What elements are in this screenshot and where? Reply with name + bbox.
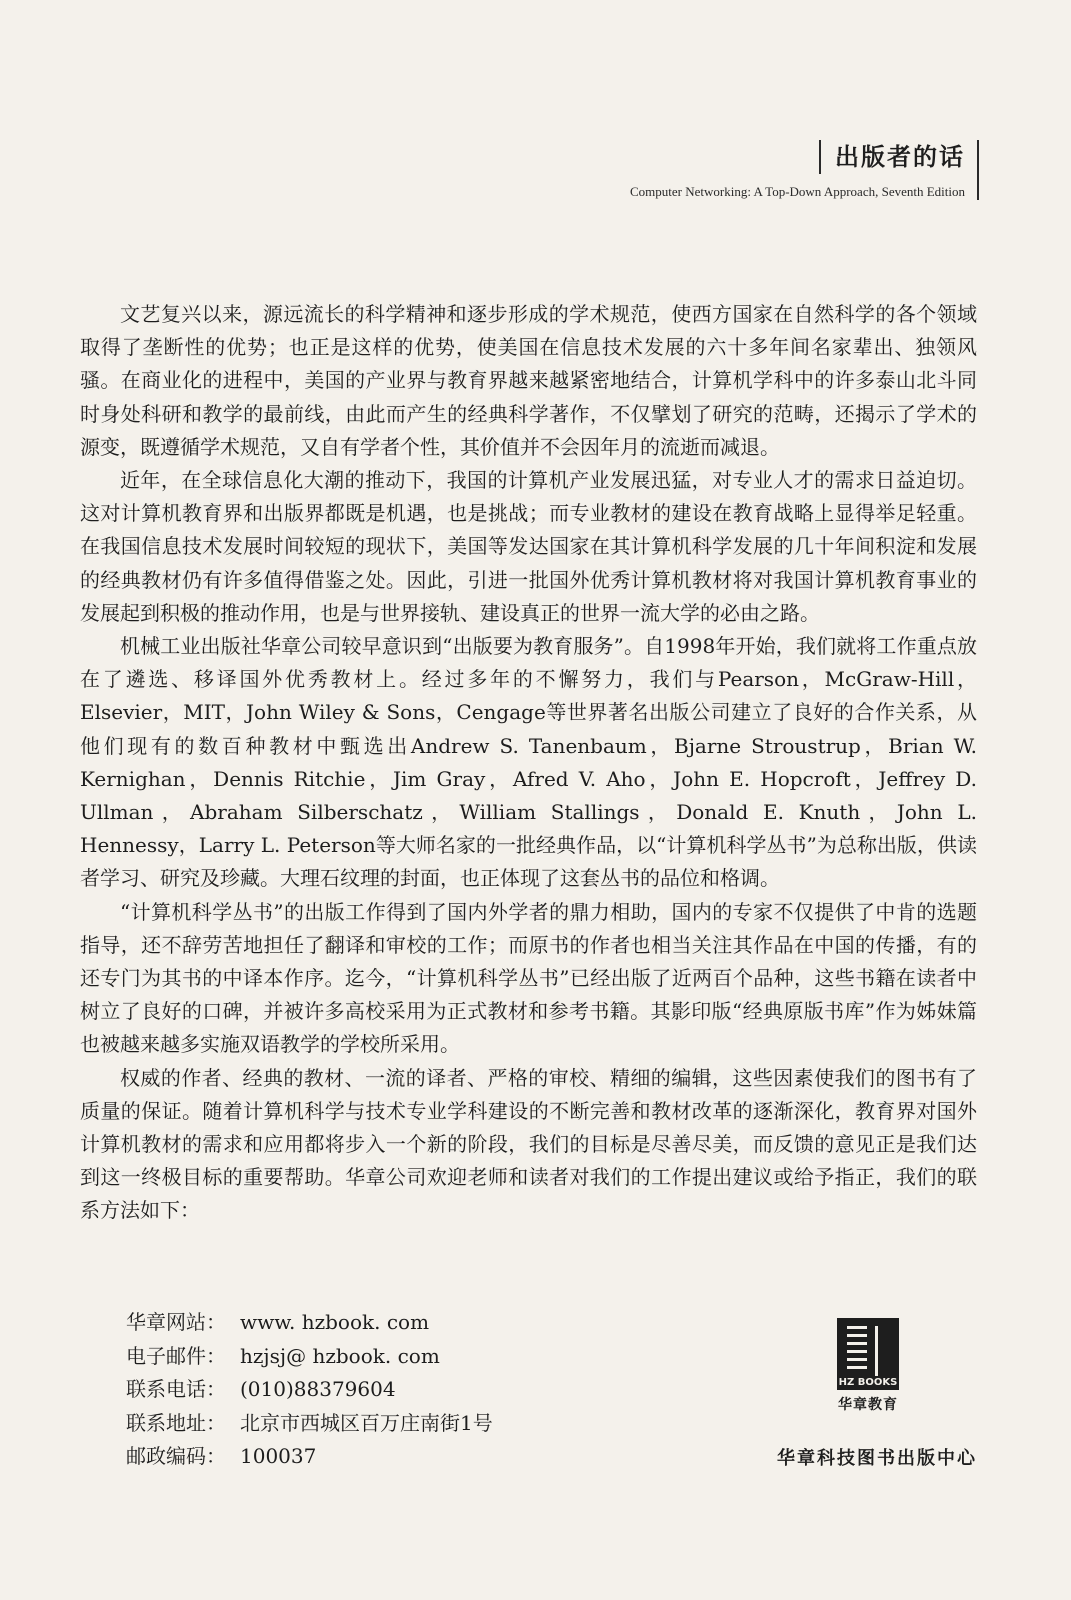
contact-email xyxy=(126,1340,493,1374)
contact-website xyxy=(126,1306,493,1340)
preface-body xyxy=(80,298,977,1228)
contact-label: 联系地址： xyxy=(126,1410,226,1435)
contact-value: 北京市西城区百万庄南街1号 xyxy=(240,1410,493,1435)
hzbooks-logo-icon xyxy=(837,1318,899,1390)
publisher-name: 华章科技图书出版中心 xyxy=(777,1448,977,1469)
logo-caption: 华章教育 xyxy=(838,1397,898,1413)
contact-postcode xyxy=(126,1440,493,1474)
section-title: 出版者的话 xyxy=(819,140,965,174)
contact-list xyxy=(126,1306,493,1474)
paragraph: 机械工业出版社华章公司较早意识到“出版要为教育服务”。自1998年开始，我们就将工作重点放在了遴选、移译国外优秀教材上。经过多年的不懈努力，我们与Pearson，McGraw-Hill，Elsevier，MIT，John Wiley & Sons，Cengage等世界著名出版公司建立了良好的合作关系，从他们现有的数百种教材中甄选出Andrew S. Tanenbaum，Bjarne Stroustrup，Brian W. Kernighan，Dennis Ritchie，Jim Gray，Afred V. Aho，John E. Hopcroft，Jeffrey D. Ullman，Abraham Silberschatz，William Stallings，Donald E. Knuth，John L. Hennessy，Larry L. Peterson等大师名家的一批经典作品，以“计算机科学丛书”为总称出版，供读者学习、研究及珍藏。大理石纹理的封面，也正体现了这套丛书的品位和格调。 xyxy=(80,634,977,891)
page-header xyxy=(630,140,979,200)
paragraph: 近年，在全球信息化大潮的推动下，我国的计算机产业发展迅猛，对专业人才的需求日益迫切。这对计算机教育界和出版界都既是机遇，也是挑战；而专业教材的建设在教育战略上显得举足轻重。在我国信息技术发展时间较短的现状下，美国等发达国家在其计算机科学发展的几十年间积淀和发展的经典教材仍有许多值得借鉴之处。因此，引进一批国外优秀计算机教材将对我国计算机教育事业的发展起到积极的推动作用，也是与世界接轨、建设真正的世界一流大学的必由之路。 xyxy=(80,468,977,625)
paragraph: “计算机科学丛书”的出版工作得到了国内外学者的鼎力相助，国内的专家不仅提供了中肯的选题指导，还不辞劳苦地担任了翻译和审校的工作；而原书的作者也相当关注其作品在中国的传播，有的还专门为其书的中译本作序。迄今，“计算机科学丛书”已经出版了近两百个品种，这些书籍在读者中树立了良好的口碑，并被许多高校采用为正式教材和参考书籍。其影印版“经典原版书库”作为姊妹篇也被越来越多实施双语教学的学校所采用。 xyxy=(80,899,977,1057)
contact-phone xyxy=(126,1373,493,1407)
contact-label: 联系电话： xyxy=(126,1377,226,1401)
contact-value: hzjsj@ hzbook. com xyxy=(240,1343,440,1368)
contact-value: 100037 xyxy=(240,1444,317,1468)
contact-address xyxy=(126,1407,493,1441)
contact-label: 华章网站： xyxy=(126,1310,226,1334)
contact-value: (010)88379604 xyxy=(240,1377,396,1401)
paragraph: 文艺复兴以来，源远流长的科学精神和逐步形成的学术规范，使西方国家在自然科学的各个领域取得了垄断性的优势；也正是这样的优势，使美国在信息技术发展的六十多年间名家辈出、独领风骚。在商业化的进程中，美国的产业界与教育界越来越紧密地结合，计算机学科中的许多泰山北斗同时身处科研和教学的最前线，由此而产生的经典科学著作，不仅擘划了研究的范畴，还揭示了学术的源变，既遵循学术规范，又自有学者个性，其价值并不会因年月的流逝而减退。 xyxy=(80,302,977,459)
paragraph: 权威的作者、经典的教材、一流的译者、严格的审校、精细的编辑，这些因素使我们的图书有了质量的保证。随着计算机科学与技术专业学科建设的不断完善和教材改革的逐渐深化，教育界对国外计算机教材的需求和应用都将步入一个新的阶段，我们的目标是尽善尽美，而反馈的意见正是我们达到这一终极目标的重要帮助。华章公司欢迎老师和读者对我们的工作提出建议或给予指正，我们的联系方法如下： xyxy=(80,1065,977,1223)
book-title: Computer Networking: A Top-Down Approach, Seventh Edition xyxy=(629,184,965,199)
contact-value: www. hzbook. com xyxy=(240,1310,430,1334)
contact-label: 电子邮件： xyxy=(126,1343,226,1368)
contact-label: 邮政编码： xyxy=(126,1444,226,1468)
hzbooks-logo xyxy=(836,1318,900,1414)
logo-mark-text: HZ BOOKS xyxy=(838,1377,898,1388)
